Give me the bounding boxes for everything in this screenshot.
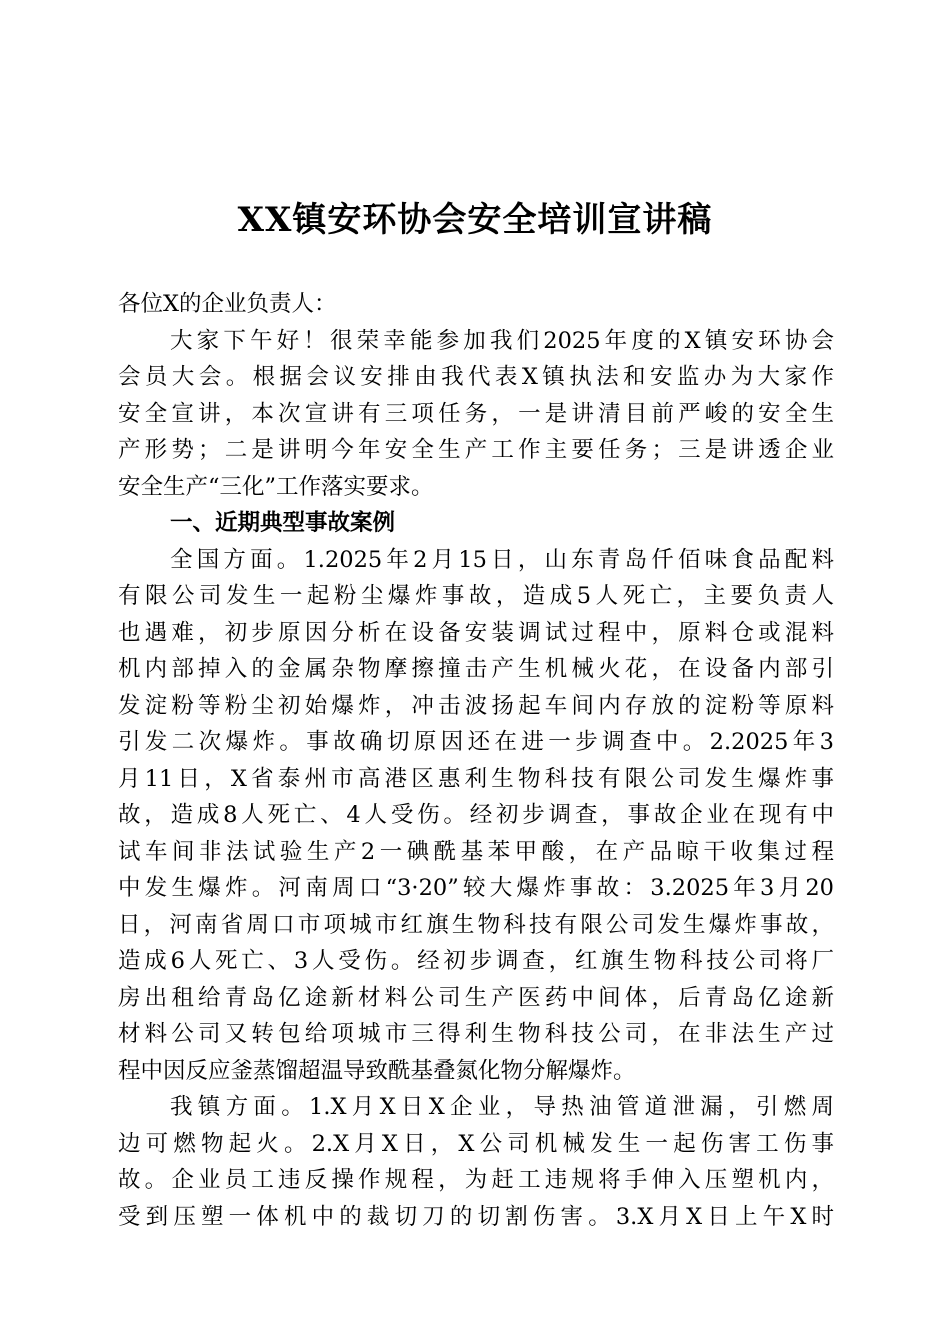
paragraph-line: 房出租给青岛亿途新材料公司生产医药中间体，后青岛亿途新	[118, 984, 834, 1011]
paragraph-line: 发淀粉等粉尘初始爆炸，冲击波扬起车间内存放的淀粉等原料	[118, 692, 834, 719]
document-body	[118, 286, 834, 1235]
paragraph-line: 我镇方面。1.X月X日X企业，导热油管道泄漏，引燃周	[170, 1094, 834, 1120]
document-title: XX镇安环协会安全培训宣讲稿	[237, 200, 713, 240]
paragraph-line: 机内部掉入的金属杂物摩擦撞击产生机械火花，在设备内部引	[118, 656, 834, 682]
paragraph-line: 材料公司又转包给项城市三得利生物科技公司，在非法生产过	[118, 1021, 834, 1047]
paragraph-line: 程中因反应釜蒸馏超温导致酰基叠氮化物分解爆炸。	[118, 1057, 636, 1084]
paragraph-line: 安全宣讲，本次宣讲有三项任务，一是讲清目前严峻的安全生	[118, 400, 834, 427]
paragraph-line: 会员大会。根据会议安排由我代表X镇执法和安监办为大家作	[118, 364, 834, 390]
paragraph-line: 试车间非法试验生产2一碘酰基苯甲酸，在产品晾干收集过程	[118, 838, 834, 865]
paragraph-line: 产形势；二是讲明今年安全生产工作主要任务；三是讲透企业	[118, 437, 834, 463]
paragraph-line: 引发二次爆炸。事故确切原因还在进一步调查中。2.2025年3	[118, 729, 834, 755]
paragraph-line: 受到压塑一体机中的裁切刀的切割伤害。3.X月X日上午X时	[118, 1203, 834, 1230]
paragraph-line: 日，河南省周口市项城市红旗生物科技有限公司发生爆炸事故，	[118, 911, 834, 938]
paragraph-line: 中发生爆炸。河南周口“3·20”较大爆炸事故：3.2025年3月20	[118, 875, 834, 901]
paragraph-line: 也遇难，初步原因分析在设备安装调试过程中，原料仓或混料	[118, 619, 834, 646]
paragraph-line: 造成6人死亡、3人受伤。经初步调查，红旗生物科技公司将厂	[118, 948, 834, 974]
paragraph-line: 故。企业员工违反操作规程，为赶工违规将手伸入压塑机内，	[118, 1167, 834, 1193]
paragraph-line: 有限公司发生一起粉尘爆炸事故，造成5人死亡，主要负责人	[118, 583, 834, 609]
paragraph-line: 月11日，X省泰州市高港区惠利生物科技有限公司发生爆炸事	[118, 765, 834, 792]
paragraph-line: 全国方面。1.2025年2月15日，山东青岛仟佰味食品配料	[170, 546, 834, 573]
paragraph-line: 各位X的企业负责人：	[118, 291, 337, 317]
paragraph-line: 安全生产“三化”工作落实要求。	[118, 473, 434, 500]
paragraph-line: 大家下午好！很荣幸能参加我们2025年度的X镇安环协会	[170, 327, 834, 354]
section-heading: 一、近期典型事故案例	[170, 510, 396, 536]
paragraph-line: 边可燃物起火。2.X月X日，X公司机械发生一起伤害工伤事	[118, 1130, 834, 1157]
paragraph-line: 故，造成8人死亡、4人受伤。经初步调查，事故企业在现有中	[118, 802, 834, 828]
